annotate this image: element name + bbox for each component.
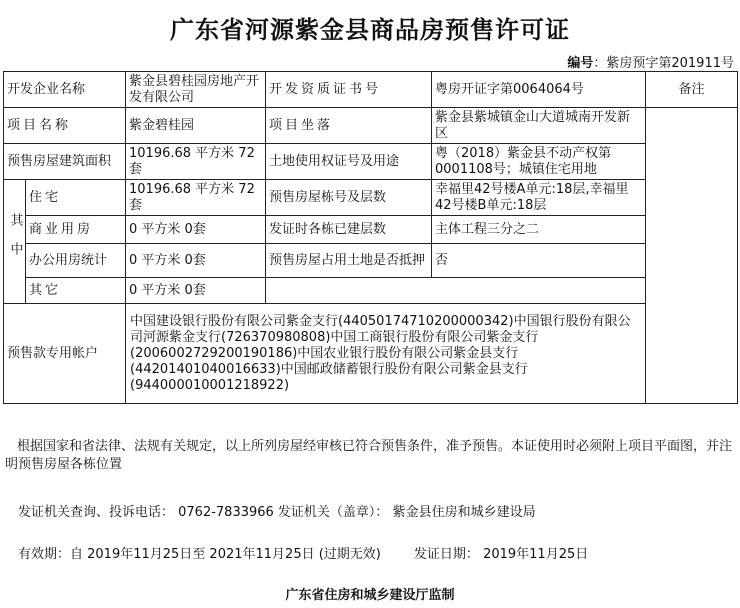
project-name-label: 项目名称 (4, 108, 126, 144)
document-title: 广东省河源紫金县商品房预售许可证 (170, 16, 570, 44)
land-cert-value: 粤（2018）紫金县不动产权第0001108号；城镇住宅用地 (432, 144, 646, 180)
remarks-cell (646, 108, 738, 404)
land-cert-label: 土地使用权证号及用途 (266, 144, 432, 180)
project-location-value: 紫金县紫城镇金山大道城南开发新区 (432, 108, 646, 144)
developer-value: 紫金县碧桂园房地产开发有限公司 (126, 72, 266, 108)
empty-cell (266, 278, 646, 304)
qualification-label: 开发资质证书号 (266, 72, 432, 108)
mortgage-value: 否 (432, 244, 646, 278)
built-floors-label: 发证时各栋已建层数 (266, 216, 432, 244)
building-value: 幸福里42号楼A单元:18层,幸福里42号楼B单元:18层 (432, 180, 646, 216)
mortgage-label: 预售房屋占用土地是否抵押 (266, 244, 432, 278)
account-value: 中国建设银行股份有限公司紫金支行(44050174710200000342)中国银行股份有限公司河源紫金支行(726370980808)中国工商银行股份有限公司紫金支行(2006002729200190186)中国农业银行股份有限公司紫金县支行(44201401040016633)中国邮政储蓄银行股份有限公司紫金县支行(944000010001218922) (126, 304, 646, 404)
approval-statement: 根据国家和省法律、法规有关规定，以上所列房屋经审核已符合预售条件，准予预售。本证使用时必须附上项目平面图，并注明预售房屋各栋位置 (5, 439, 733, 472)
supervisor-line: 广东省住房和城乡建设厅监制 (285, 588, 455, 603)
account-label: 预售款专用帐户 (4, 304, 126, 404)
other-value: 0 平方米 0套 (126, 278, 266, 304)
validity-line: 有效期：自 2019年11月25日至 2021年11月25日 (过期无效) 发证日期： 2019年11月25日 (18, 547, 589, 562)
other-label: 其它 (26, 278, 126, 304)
commercial-value: 0 平方米 0套 (126, 216, 266, 244)
presale-area-label: 预售房屋建筑面积 (4, 144, 126, 180)
built-floors-value: 主体工程三分之二 (432, 216, 646, 244)
office-label: 办公用房统计 (26, 244, 126, 278)
license-table (3, 71, 738, 404)
office-value: 0 平方米 0套 (126, 244, 266, 278)
remarks-label: 备注 (646, 72, 738, 108)
certificate-number (567, 52, 734, 71)
commercial-label: 商业用房 (26, 216, 126, 244)
residential-label: 住宅 (26, 180, 126, 216)
project-location-label: 项目坐落 (266, 108, 432, 144)
developer-label: 开发企业名称 (4, 72, 126, 108)
of-which-label: 其中 (4, 180, 26, 304)
residential-value: 10196.68 平方米 72套 (126, 180, 266, 216)
building-label: 预售房屋栋号及层数 (266, 180, 432, 216)
project-name-value: 紫金碧桂园 (126, 108, 266, 144)
contact-line: 发证机关查询、投诉电话： 0762-7833966 发证机关（盖章）： 紫金县住房和城乡建设局 (18, 505, 536, 520)
presale-area-value: 10196.68 平方米 72套 (126, 144, 266, 180)
certificate-number-label: 编号 (567, 56, 594, 71)
qualification-value: 粤房开证字第0064064号 (432, 72, 646, 108)
certificate-number-value: ：紫房预字第201911号 (593, 56, 734, 71)
